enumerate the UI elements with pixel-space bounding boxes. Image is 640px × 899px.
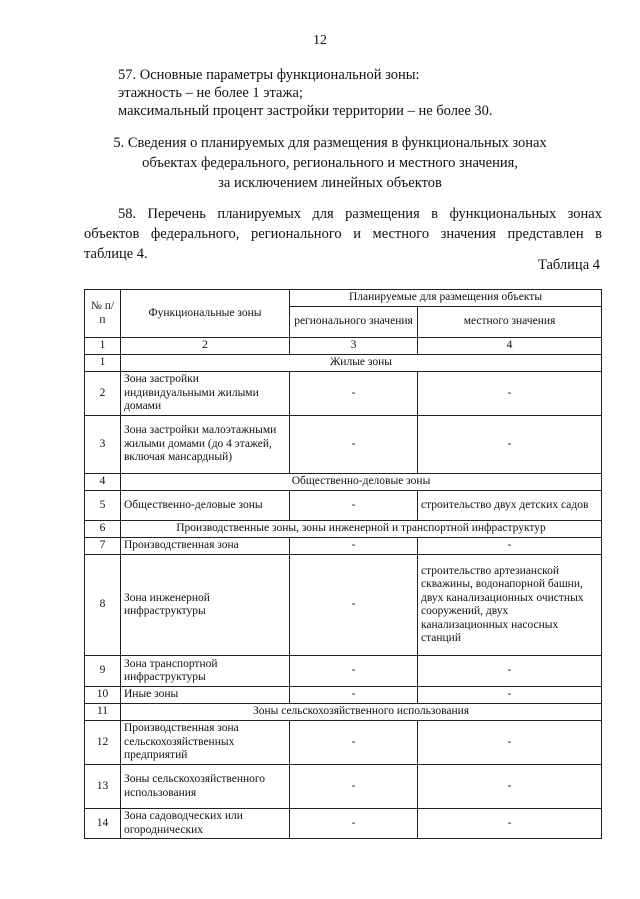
row-num: 3 [85, 416, 121, 474]
zone-name: Зона садоводческих или огороднических [121, 809, 290, 839]
row-num: 11 [85, 704, 121, 721]
row-num: 12 [85, 721, 121, 765]
item57-line2: этажность – не более 1 этажа; [118, 85, 303, 101]
item58-line1: 58. Перечень планируемых для размещения в функциональных зонах [118, 206, 602, 222]
header-zones: Функциональные зоны [121, 290, 290, 338]
zone-name: Зоны сельскохозяйственного использования [121, 765, 290, 809]
table-caption: Таблица 4 [537, 257, 600, 273]
row-num: 1 [85, 355, 121, 372]
regional-value: - [290, 538, 418, 555]
table-header-row [85, 290, 602, 307]
header-local: местного значения [418, 307, 602, 338]
table-row [85, 491, 602, 521]
local-value: - [418, 687, 602, 704]
row-num: 9 [85, 656, 121, 687]
section-title: Зоны сельскохозяйственного использования [121, 704, 602, 721]
table-row [85, 555, 602, 656]
row-num: 5 [85, 491, 121, 521]
section-heading-line1: 5. Сведения о планируемых для размещения в функциональных зонах [113, 135, 547, 151]
section-heading-line3: за исключением линейных объектов [218, 175, 442, 191]
zone-name: Производственная зона сельскохозяйственных предприятий [121, 721, 290, 765]
column-number-row [85, 338, 602, 355]
regional-value: - [290, 416, 418, 474]
table-row [85, 765, 602, 809]
col-number: 3 [290, 338, 418, 355]
header-planned: Планируемые для размещения объекты [290, 290, 602, 307]
section-title: Общественно-деловые зоны [121, 474, 602, 491]
regional-value: - [290, 809, 418, 839]
table-row [85, 809, 602, 839]
table-section-row [85, 704, 602, 721]
row-num: 4 [85, 474, 121, 491]
zone-name: Общественно-деловые зоны [121, 491, 290, 521]
objects-table [84, 289, 602, 839]
col-number: 4 [418, 338, 602, 355]
table-section-row [85, 474, 602, 491]
item58-line3: таблице 4. [84, 246, 148, 262]
table-section-row [85, 355, 602, 372]
local-value: - [418, 372, 602, 416]
table-section-row [85, 521, 602, 538]
local-value: - [418, 538, 602, 555]
zone-name: Зона транспортной инфраструктуры [121, 656, 290, 687]
zone-name: Зона инженерной инфраструктуры [121, 555, 290, 656]
section-heading [100, 133, 560, 193]
table-row [85, 687, 602, 704]
section-heading-line2: объектах федерального, регионального и местного значения, [142, 155, 518, 171]
zone-name: Зона застройки малоэтажными жилыми домами (до 4 этажей, включая мансардный) [121, 416, 290, 474]
regional-value: - [290, 656, 418, 687]
regional-value: - [290, 687, 418, 704]
regional-value: - [290, 372, 418, 416]
table-row [85, 372, 602, 416]
local-value: - [418, 809, 602, 839]
regional-value: - [290, 491, 418, 521]
table-row [85, 656, 602, 687]
row-num: 2 [85, 372, 121, 416]
row-num: 6 [85, 521, 121, 538]
local-value: строительство артезианской скважины, водонапорной башни, двух канализационных очистных сооружений, двух канализационных насосных станций [418, 555, 602, 656]
row-num: 7 [85, 538, 121, 555]
col-number: 2 [121, 338, 290, 355]
item58-paragraph [84, 204, 602, 264]
item57-line1: 57. Основные параметры функциональной зоны: [118, 67, 420, 83]
header-num: № п/п [85, 290, 121, 338]
local-value: строительство двух детских садов [418, 491, 602, 521]
regional-value: - [290, 721, 418, 765]
local-value: - [418, 721, 602, 765]
header-regional: регионального значения [290, 307, 418, 338]
zone-name: Производственная зона [121, 538, 290, 555]
table-row [85, 416, 602, 474]
section-title: Жилые зоны [121, 355, 602, 372]
local-value: - [418, 416, 602, 474]
local-value: - [418, 656, 602, 687]
local-value: - [418, 765, 602, 809]
item58-line2: объектов федерального, регионального и местного значения представлен в [84, 226, 602, 242]
section-title: Производственные зоны, зоны инженерной и транспортной инфраструктур [121, 521, 602, 538]
row-num: 13 [85, 765, 121, 809]
row-num: 14 [85, 809, 121, 839]
page-number: 12 [313, 33, 327, 48]
row-num: 10 [85, 687, 121, 704]
zone-name: Зона застройки индивидуальными жилыми домами [121, 372, 290, 416]
col-number: 1 [85, 338, 121, 355]
regional-value: - [290, 765, 418, 809]
row-num: 8 [85, 555, 121, 656]
table-row [85, 721, 602, 765]
zone-name: Иные зоны [121, 687, 290, 704]
item57-line3: максимальный процент застройки территории – не более 30. [118, 103, 493, 119]
regional-value: - [290, 555, 418, 656]
table-row [85, 538, 602, 555]
